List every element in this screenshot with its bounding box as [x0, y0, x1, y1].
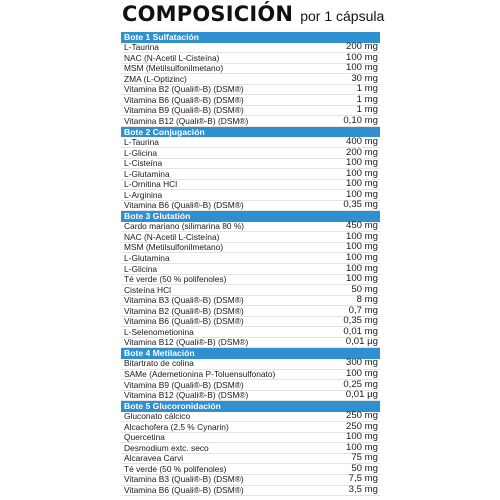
ingredient-row — [121, 116, 380, 127]
ingredient-name: Quercetina — [124, 432, 165, 443]
ingredient-name: SAMe (Ademetionina P-Toluensulfonato) — [124, 369, 276, 379]
ingredient-amount: 75 mg — [351, 452, 378, 464]
ingredient-name: L-Taurina — [124, 136, 159, 147]
ingredient-row — [121, 296, 380, 307]
ingredient-amount: 30 mg — [351, 72, 378, 84]
ingredient-amount: 100 mg — [346, 230, 378, 242]
ingredient-row — [121, 43, 380, 54]
ingredient-amount: 1 mg — [356, 104, 378, 116]
ingredient-amount: 0,35 mg — [343, 315, 378, 327]
ingredient-row — [121, 486, 380, 497]
section-header: Bote 4 Metilación — [121, 348, 380, 359]
ingredient-row — [121, 475, 380, 486]
page-subtitle: por 1 cápsula — [300, 8, 385, 24]
ingredient-amount: 100 mg — [346, 441, 378, 453]
ingredient-row — [121, 370, 380, 381]
ingredient-row — [121, 380, 380, 391]
ingredient-amount: 1 mg — [356, 83, 378, 95]
ingredient-row — [121, 359, 380, 370]
ingredient-amount: 0,35 mg — [343, 199, 378, 211]
ingredient-name: NAC (N-Acetil L-Cisteína) — [124, 231, 220, 242]
section-header: Bote 2 Conjugación — [121, 127, 380, 138]
ingredient-amount: 0,25 mg — [343, 378, 378, 390]
ingredient-row — [121, 53, 380, 64]
ingredient-amount: 0,10 mg — [343, 114, 378, 126]
ingredient-name: L-Taurina — [124, 42, 159, 53]
ingredient-row — [121, 243, 380, 254]
ingredient-name: L-Glutamina — [124, 252, 170, 263]
ingredient-row — [121, 275, 380, 286]
ingredient-name: L-Glicina — [124, 263, 158, 274]
ingredient-amount: 100 mg — [346, 431, 378, 443]
ingredient-row — [121, 85, 380, 96]
ingredient-amount: 100 mg — [346, 262, 378, 274]
ingredient-name: Té verde (50 % polifenoles) — [124, 463, 227, 474]
ingredient-row — [121, 422, 380, 433]
ingredient-row — [121, 464, 380, 475]
ingredient-amount: 7,5 mg — [348, 473, 378, 485]
ingredient-amount: 400 mg — [346, 135, 378, 147]
ingredient-row — [121, 317, 380, 328]
ingredient-name: Vitamina B3 (Quali®-B) (DSM®) — [124, 295, 244, 306]
section-header: Bote 1 Sulfatación — [121, 32, 380, 43]
ingredient-name: L-Cisteína — [124, 158, 163, 169]
ingredient-amount: 1 mg — [356, 93, 378, 105]
ingredient-row — [121, 137, 380, 148]
ingredient-amount: 300 mg — [346, 357, 378, 369]
ingredient-name: L-Arginina — [124, 189, 163, 200]
ingredient-amount: 100 mg — [346, 188, 378, 200]
ingredient-row — [121, 433, 380, 444]
section-header: Bote 5 Glucoronidación — [121, 401, 380, 412]
ingredient-name: L-Ornitina HCl — [124, 179, 178, 190]
ingredient-amount: 200 mg — [346, 146, 378, 158]
ingredient-amount: 50 mg — [351, 283, 378, 295]
ingredient-amount: 0,7 mg — [348, 304, 378, 316]
title-row — [122, 2, 384, 30]
ingredient-row — [121, 338, 380, 349]
ingredient-name: Bitartrato de colina — [124, 358, 194, 369]
ingredient-name: Vitamina B3 (Quali®-B) (DSM®) — [124, 474, 244, 485]
ingredient-amount: 100 mg — [346, 178, 378, 190]
ingredient-amount: 100 mg — [346, 251, 378, 263]
ingredient-name: Vitamina B2 (Quali®-B) (DSM®) — [124, 305, 244, 316]
ingredient-name: Vitamina B6 (Quali®-B) (DSM®) — [124, 485, 244, 496]
ingredient-amount: 100 mg — [346, 51, 378, 63]
ingredient-row — [121, 190, 380, 201]
ingredient-name: Desmodium extc. seco — [124, 442, 209, 453]
ingredient-name: ZMA (L-Optizinc) — [124, 73, 187, 84]
ingredient-row — [121, 232, 380, 243]
ingredient-amount: 100 mg — [346, 273, 378, 285]
ingredient-name: Vitamina B12 (Quali®-B) (DSM®) — [124, 390, 249, 401]
ingredient-row — [121, 222, 380, 233]
ingredient-row — [121, 327, 380, 338]
ingredient-name: Té verde (50 % polifenoles) — [124, 274, 227, 285]
page-title: COMPOSICIÓN — [122, 2, 294, 26]
ingredient-name: Vitamina B12 (Quali®-B) (DSM®) — [124, 337, 249, 348]
ingredient-amount: 0,01 mg — [343, 325, 378, 337]
ingredient-name: Vitamina B9 (Quali®-B) (DSM®) — [124, 379, 244, 390]
ingredient-name: Alcaravea Carvi — [124, 453, 184, 464]
ingredient-amount: 0,01 µg — [345, 336, 378, 348]
ingredient-name: Vitamina B2 (Quali®-B) (DSM®) — [124, 84, 244, 95]
ingredient-amount: 8 mg — [356, 294, 378, 306]
ingredient-name: Vitamina B6 (Quali®-B) (DSM®) — [124, 200, 244, 211]
ingredient-row — [121, 74, 380, 85]
ingredient-amount: 3,5 mg — [348, 484, 378, 496]
ingredient-name: Cardo mariano (silimarina 80 %) — [124, 221, 245, 232]
ingredient-amount: 100 mg — [346, 157, 378, 169]
ingredient-name: Vitamina B12 (Quali®-B) (DSM®) — [124, 115, 249, 126]
ingredient-amount: 100 mg — [346, 241, 378, 253]
ingredient-row — [121, 391, 380, 402]
ingredient-row — [121, 454, 380, 465]
ingredient-name: MSM (Metilsulfonilmetano) — [124, 242, 224, 253]
ingredient-amount: 200 mg — [346, 41, 378, 53]
ingredient-row — [121, 148, 380, 159]
ingredient-row — [121, 64, 380, 75]
ingredient-name: L-Glicina — [124, 147, 158, 158]
ingredient-amount: 100 mg — [346, 368, 378, 379]
ingredient-row — [121, 253, 380, 264]
ingredient-row — [121, 285, 380, 296]
ingredient-row — [121, 306, 380, 317]
ingredient-amount: 100 mg — [346, 62, 378, 74]
section-header: Bote 3 Glutatión — [121, 211, 380, 222]
ingredient-name: MSM (Metilsulfonilmetano) — [124, 63, 224, 74]
ingredient-name: L-Selenometionina — [124, 326, 194, 337]
ingredient-row — [121, 443, 380, 454]
ingredient-row — [121, 159, 380, 170]
ingredient-row — [121, 169, 380, 180]
ingredient-amount: 250 mg — [346, 410, 378, 422]
ingredient-name: Vitamina B6 (Quali®-B) (DSM®) — [124, 94, 244, 105]
ingredient-name: NAC (N-Acetil L-Cisteína) — [124, 52, 220, 63]
ingredient-name: Alcachofera (2,5 % Cynarin) — [124, 421, 229, 432]
ingredient-amount: 100 mg — [346, 167, 378, 179]
ingredient-row — [121, 95, 380, 106]
ingredient-name: Cisteína HCl — [124, 284, 172, 295]
ingredient-name: Vitamina B6 (Quali®-B) (DSM®) — [124, 316, 244, 327]
ingredient-amount: 250 mg — [346, 420, 378, 432]
ingredient-row — [121, 201, 380, 212]
ingredient-row — [121, 264, 380, 275]
ingredient-amount: 50 mg — [351, 462, 378, 474]
composition-table — [121, 32, 380, 496]
ingredient-name: Gluconato cálcico — [124, 411, 191, 422]
ingredient-amount: 450 mg — [346, 220, 378, 232]
ingredient-amount: 0,01 µg — [345, 389, 378, 401]
ingredient-name: L-Glutamina — [124, 168, 170, 179]
ingredient-row — [121, 412, 380, 423]
ingredient-row — [121, 106, 380, 117]
ingredient-name: Vitamina B9 (Quali®-B) (DSM®) — [124, 105, 244, 116]
ingredient-row — [121, 180, 380, 191]
